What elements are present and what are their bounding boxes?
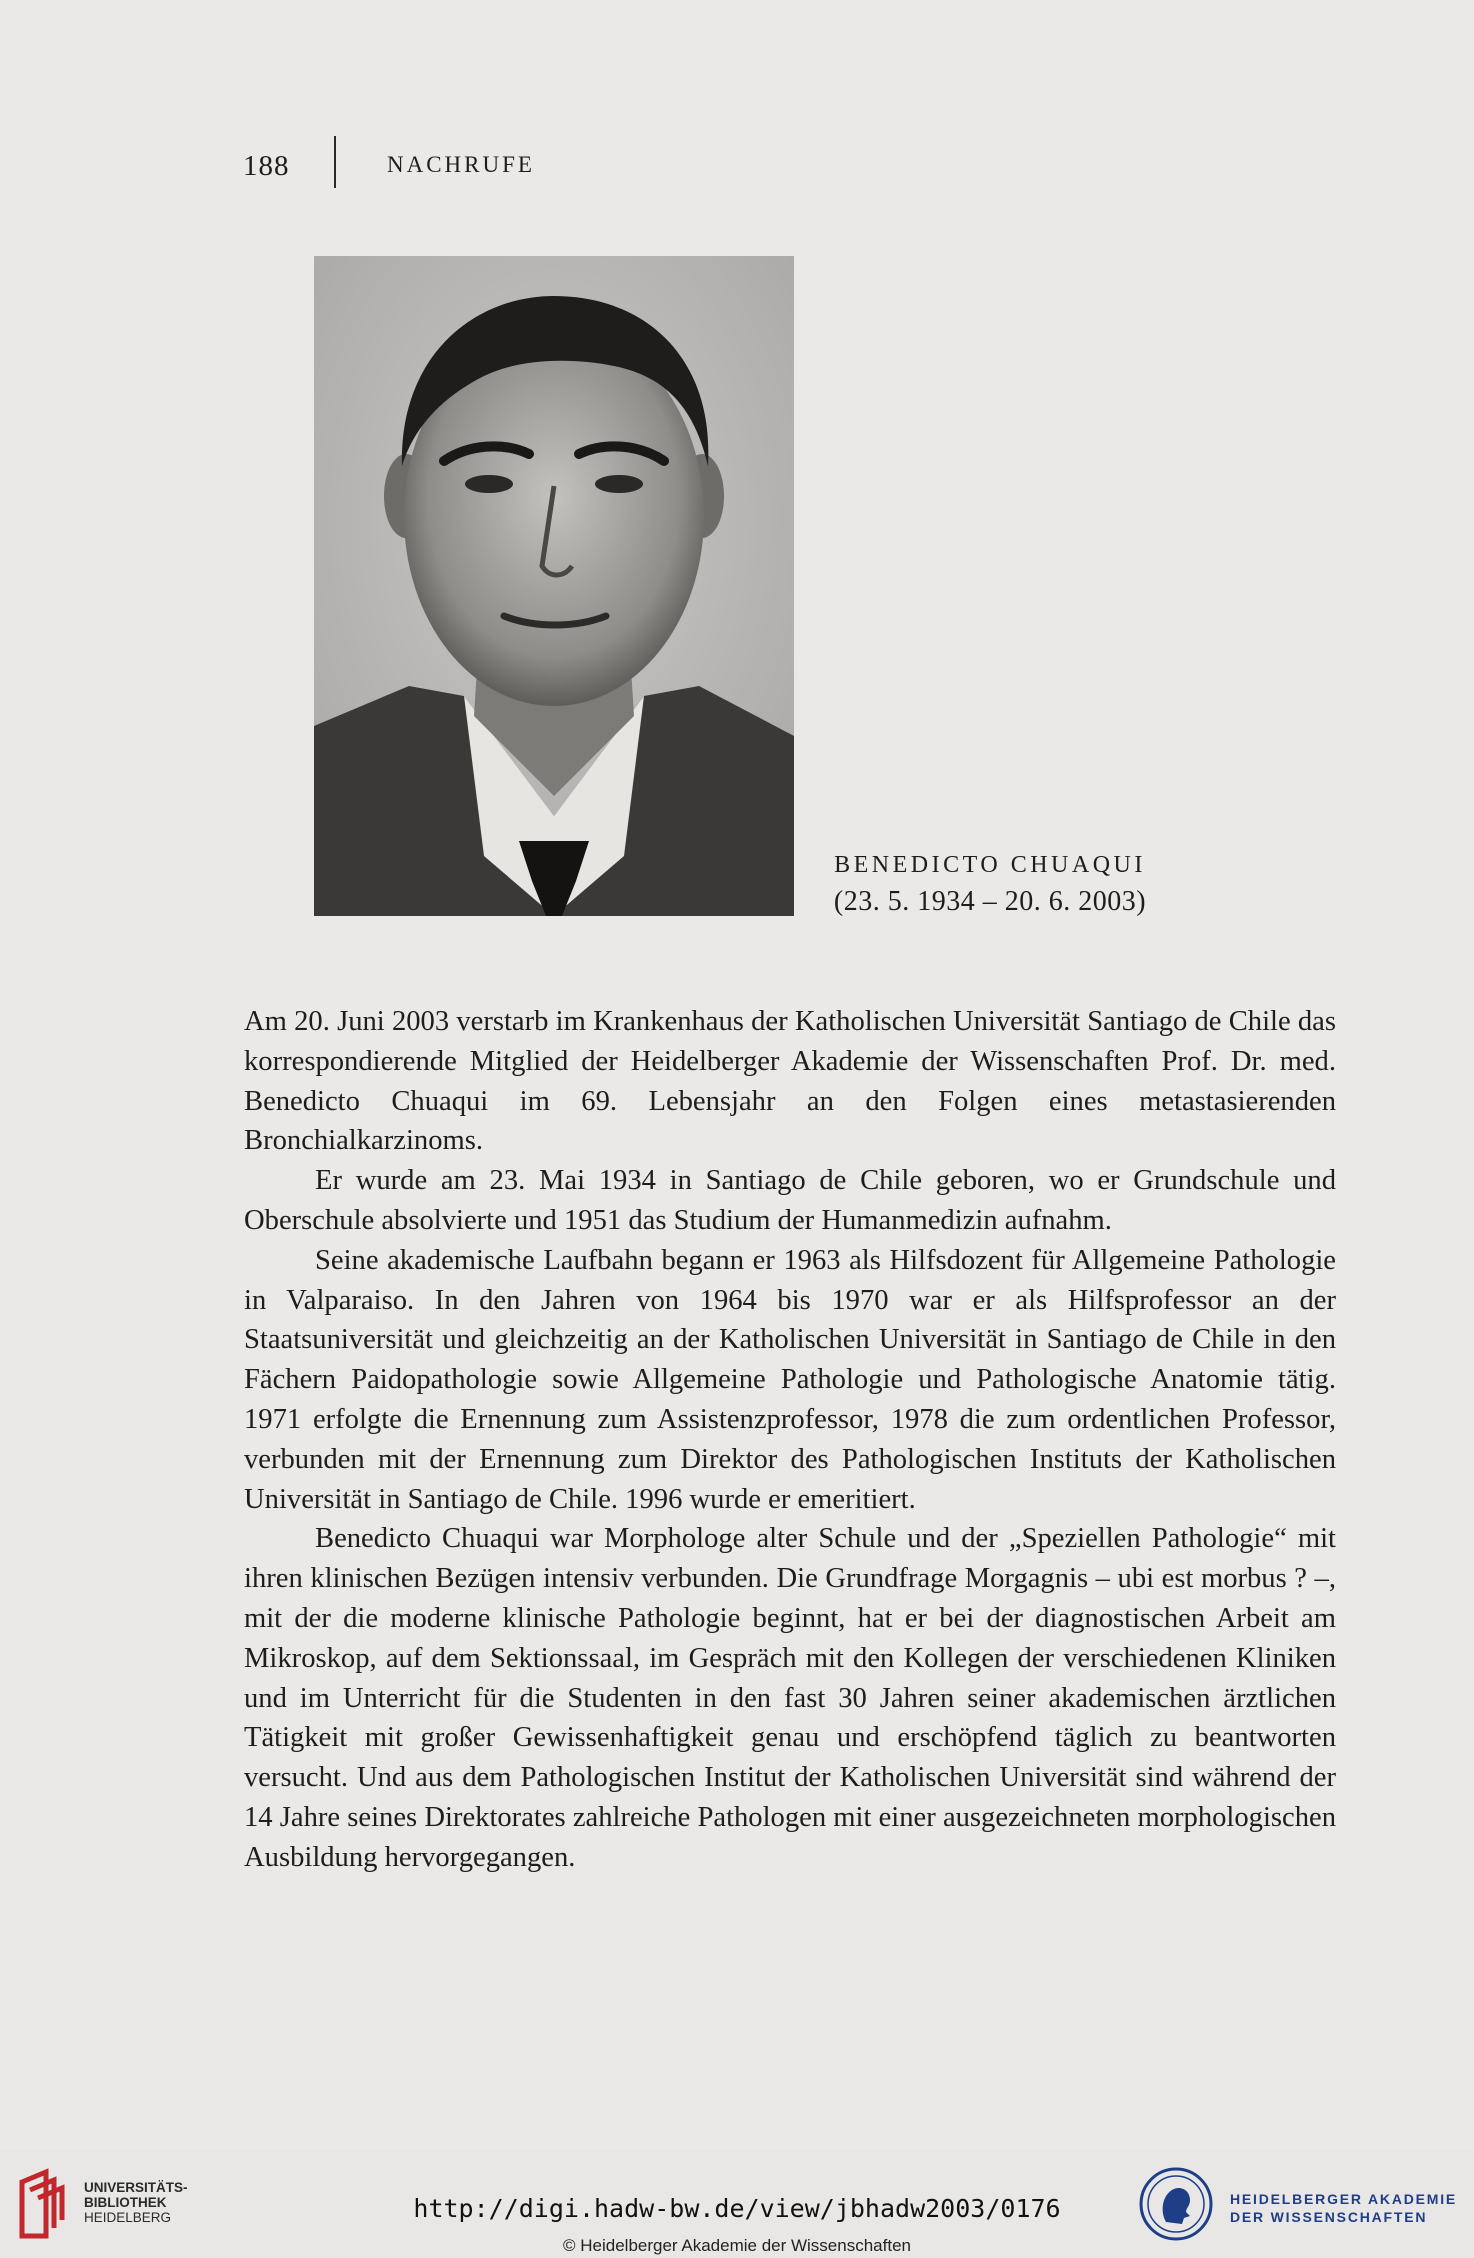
academy-name-line: DER WISSENSCHAFTEN <box>1230 2209 1428 2225</box>
paragraph: Am 20. Juni 2003 verstarb im Krankenhaus der Katholischen Universität Santiago de Chile das korrespondierende Mitglied der Heidelberger Akademie der Wissenschaften Prof. Dr. med. Benedicto Chuaqui im 69. Lebensjahr an den Folgen eines metastasierenden Bronchialkarzinoms. <box>244 1006 1336 1157</box>
library-name-line: HEIDELBERG <box>84 2210 172 2225</box>
paragraph: Seine akademische Laufbahn begann er 1963 als Hilfsdozent für Allgemeine Pathologie in Valparaiso. In den Jahren von 1964 bis 1970 war er als Hilfsprofessor an der Staatsuniversität und gleichzeitig an der Katholischen Universität in Santiago de Chile in den Fächern Paidopathologie sowie Allgemeine Pathologie und Pathologische Anatomie tätig. 1971 erfolgte die Ernennung zum Assistenzprofessor, 1978 die zum ordentlichen Professor, verbunden mit der Ernennung zum Direktor des Pathologischen Instituts der Katholischen Universität in Santiago de Chile. 1996 wurde er emeritiert. <box>244 1244 1336 1515</box>
page-number: 188 <box>243 150 290 182</box>
obituary-text <box>244 1002 1336 1878</box>
library-name-line: BIBLIOTHEK <box>84 2195 167 2210</box>
header-divider <box>334 136 336 188</box>
library-name-line: UNIVERSITÄTS- <box>84 2180 188 2195</box>
academy-name-line: HEIDELBERGER AKADEMIE <box>1230 2191 1458 2207</box>
photo-caption-dates: (23. 5. 1934 – 20. 6. 2003) <box>833 886 1147 917</box>
section-title: NACHRUFE <box>387 152 535 177</box>
digitization-footer <box>0 2150 1474 2258</box>
academy-name <box>1230 2190 1457 2226</box>
academy-seal-icon <box>1138 2166 1214 2242</box>
copyright-notice: © Heidelberger Akademie der Wissenschaften <box>563 2236 911 2255</box>
photo-caption-name: BENEDICTO CHUAQUI <box>834 852 1146 878</box>
permalink-url[interactable]: http://digi.hadw-bw.de/view/jbhadw2003/0176 <box>413 2194 1061 2223</box>
paragraph: Er wurde am 23. Mai 1934 in Santiago de Chile geboren, wo er Grundschule und Oberschule absolvierte und 1951 das Studium der Humanmedizin aufnahm. <box>244 1165 1336 1236</box>
paragraph: Benedicto Chuaqui war Morphologe alter Schule und der „Speziellen Pathologie“ mit ihren klinischen Bezügen intensiv verbunden. Die Grundfrage Morgagnis – ubi est morbus ? –, mit der die moderne klinische Pathologie beginnt, hat er bei der diagnostischen Arbeit am Mikroskop, auf dem Sektionssaal, im Gespräch mit den Kollegen der verschiedenen Kliniken und im Unterricht für die Studenten in den fast 30 Jahren seiner akademischen ärztlichen Tätigkeit mit großer Gewissenhaftigkeit genau und erschöpfend täglich zu beantworten versucht. Und aus dem Pathologischen Institut der Katholischen Universität sind während der 14 Jahre seines Direktorates zahlreiche Pathologen mit einer ausgezeichneten morphologischen Ausbildung hervorgegangen. <box>244 1523 1336 1873</box>
portrait-photo <box>314 256 794 916</box>
